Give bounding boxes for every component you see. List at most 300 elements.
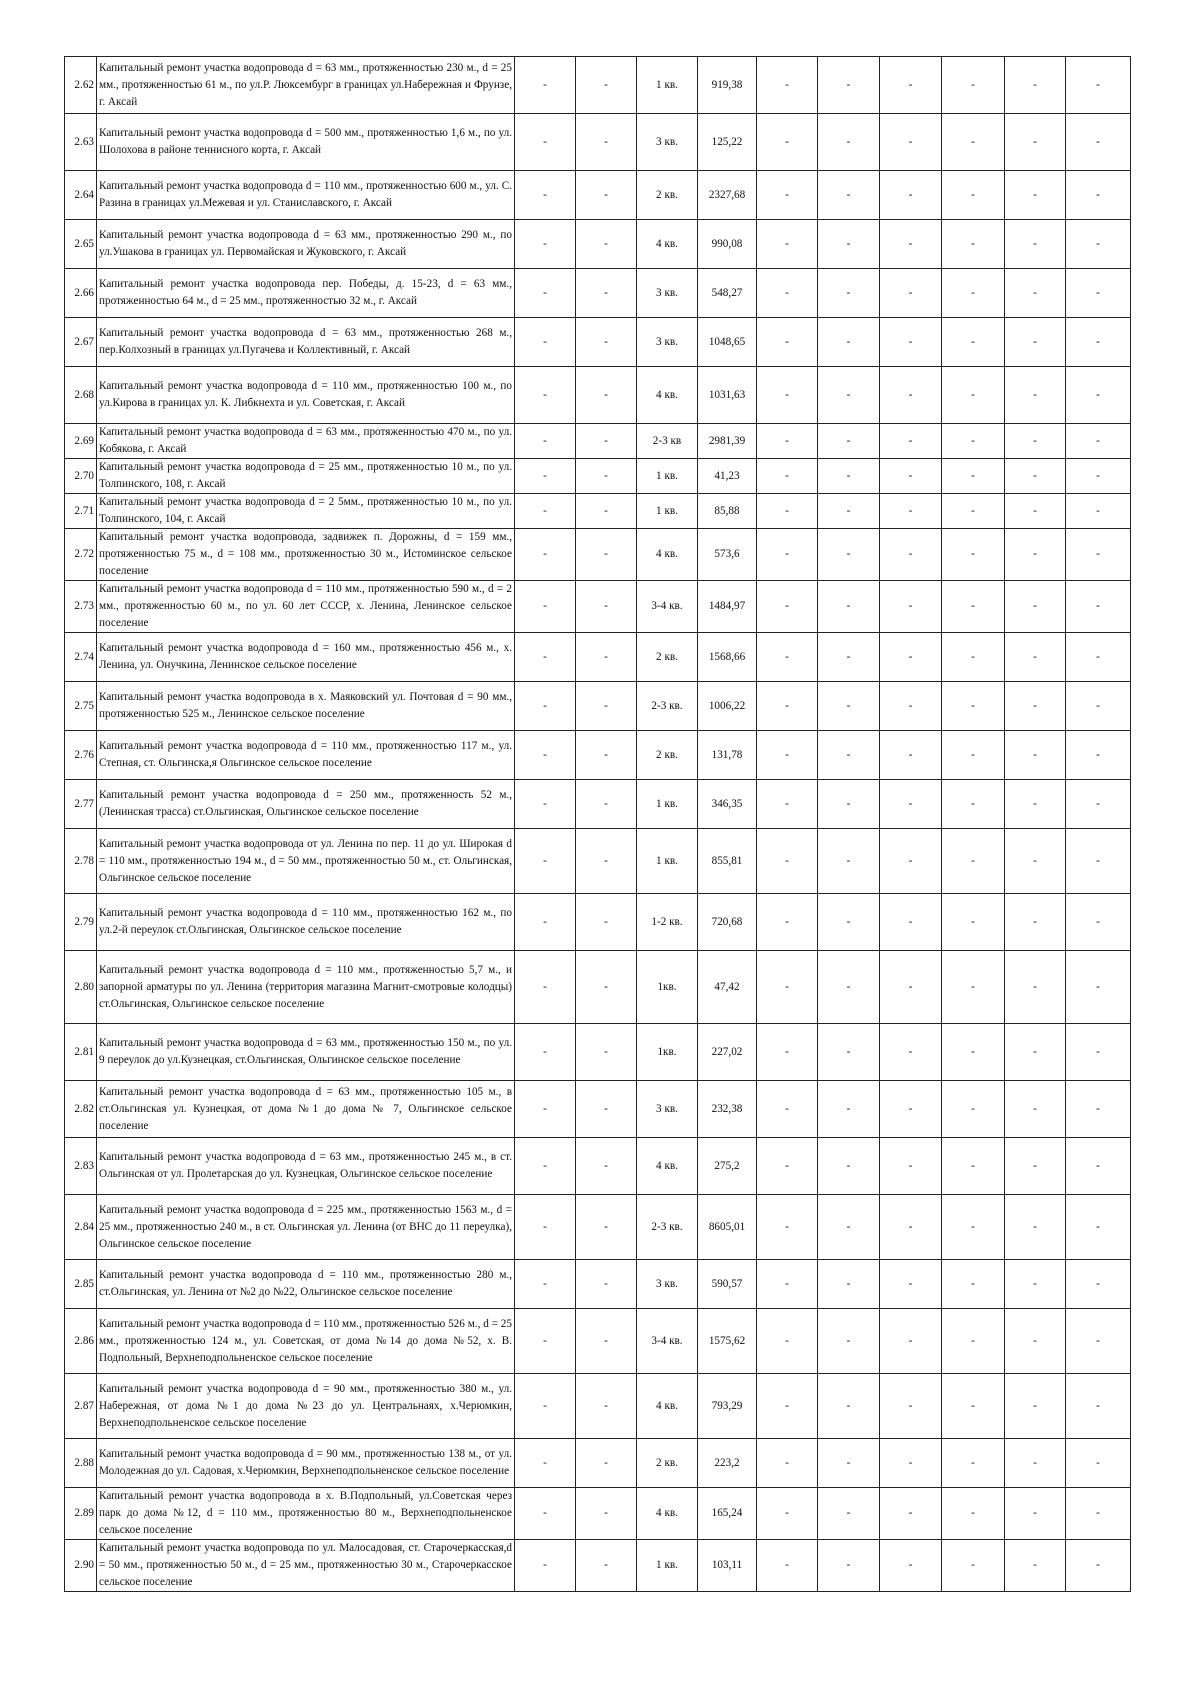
work-description: Капитальный ремонт участка водопровода d = 63 мм., протяженностью 150 м., по ул. 9 переулок до ул.Кузнецкая, ст.Ольгинская, Ольгинское сельское поселение: [97, 1024, 515, 1081]
value-cell: -: [942, 1439, 1005, 1488]
value-cell: -: [576, 1260, 637, 1309]
value-cell: -: [942, 114, 1005, 171]
work-description: Капитальный ремонт участка водопровода d = 63 мм., протяженностью 470 м., по ул. Кобякова, г. Аксай: [97, 424, 515, 459]
row-number: 2.68: [65, 367, 97, 424]
works-table: [64, 56, 1131, 1592]
row-number: 2.82: [65, 1081, 97, 1138]
value-cell: -: [942, 1195, 1005, 1260]
quarter-cell: 3 кв.: [637, 1081, 698, 1138]
value-cell: -: [576, 1439, 637, 1488]
value-cell: -: [576, 57, 637, 114]
value-cell: -: [880, 1195, 942, 1260]
table-row: [65, 529, 1131, 581]
row-number: 2.86: [65, 1309, 97, 1374]
value-cell: -: [818, 529, 880, 581]
value-cell: -: [1066, 1488, 1131, 1540]
value-cell: -: [515, 318, 576, 367]
table-row: [65, 1260, 1131, 1309]
value-cell: -: [818, 581, 880, 633]
value-cell: -: [880, 220, 942, 269]
amount-cell: 1568,66: [698, 633, 757, 682]
value-cell: -: [880, 424, 942, 459]
value-cell: -: [515, 1081, 576, 1138]
value-cell: -: [515, 951, 576, 1024]
amount-cell: 1575,62: [698, 1309, 757, 1374]
row-number: 2.62: [65, 57, 97, 114]
amount-cell: 103,11: [698, 1540, 757, 1592]
amount-cell: 573,6: [698, 529, 757, 581]
value-cell: -: [880, 633, 942, 682]
table-row: [65, 220, 1131, 269]
value-cell: -: [515, 1195, 576, 1260]
value-cell: -: [942, 1081, 1005, 1138]
value-cell: -: [880, 494, 942, 529]
work-description: Капитальный ремонт участка водопровода d = 110 мм., протяженностью 526 м., d = 25 мм., протяженностью 124 м., ул. Советская, от дома №14 до дома №52, х. В. Подпольный, Верхнеподпольненское сельское поселение: [97, 1309, 515, 1374]
value-cell: -: [818, 682, 880, 731]
value-cell: -: [576, 220, 637, 269]
table-row: [65, 269, 1131, 318]
value-cell: -: [515, 1439, 576, 1488]
quarter-cell: 3 кв.: [637, 114, 698, 171]
value-cell: -: [576, 1081, 637, 1138]
value-cell: -: [818, 951, 880, 1024]
value-cell: -: [1005, 1081, 1066, 1138]
value-cell: -: [818, 1024, 880, 1081]
amount-cell: 232,38: [698, 1081, 757, 1138]
work-description: Капитальный ремонт участка водопровода, задвижек п. Дорожны, d = 159 мм., протяженностью 75 м., d = 108 мм., протяженностью 30 м., Истоминское сельское поселение: [97, 529, 515, 581]
amount-cell: 1048,65: [698, 318, 757, 367]
value-cell: -: [515, 1138, 576, 1195]
value-cell: -: [576, 682, 637, 731]
value-cell: -: [1005, 682, 1066, 731]
quarter-cell: 1-2 кв.: [637, 894, 698, 951]
row-number: 2.71: [65, 494, 97, 529]
row-number: 2.74: [65, 633, 97, 682]
quarter-cell: 1 кв.: [637, 780, 698, 829]
value-cell: -: [880, 57, 942, 114]
row-number: 2.90: [65, 1540, 97, 1592]
value-cell: -: [515, 220, 576, 269]
row-number: 2.85: [65, 1260, 97, 1309]
amount-cell: 8605,01: [698, 1195, 757, 1260]
row-number: 2.66: [65, 269, 97, 318]
value-cell: -: [576, 1540, 637, 1592]
value-cell: -: [757, 459, 818, 494]
value-cell: -: [576, 894, 637, 951]
amount-cell: 793,29: [698, 1374, 757, 1439]
value-cell: -: [576, 318, 637, 367]
value-cell: -: [880, 1081, 942, 1138]
work-description: Капитальный ремонт участка водопровода d = 2 5мм., протяженностью 10 м., по ул. Толпинского, 104, г. Аксай: [97, 494, 515, 529]
row-number: 2.75: [65, 682, 97, 731]
value-cell: -: [1005, 1138, 1066, 1195]
row-number: 2.76: [65, 731, 97, 780]
value-cell: -: [1005, 1024, 1066, 1081]
value-cell: -: [515, 894, 576, 951]
work-description: Капитальный ремонт участка водопровода d = 63 мм., протяженностью 268 м., пер.Колхозный в границах ул.Пугачева и Коллективный, г. Аксай: [97, 318, 515, 367]
work-description: Капитальный ремонт участка водопровода d = 63 мм., протяженностью 105 м., в ст.Ольгинская ул. Кузнецкая, от дома №1 до дома № 7, Ольгинское сельское поселение: [97, 1081, 515, 1138]
row-number: 2.80: [65, 951, 97, 1024]
value-cell: -: [515, 682, 576, 731]
amount-cell: 990,08: [698, 220, 757, 269]
amount-cell: 41,23: [698, 459, 757, 494]
value-cell: -: [757, 951, 818, 1024]
value-cell: -: [757, 1024, 818, 1081]
value-cell: -: [818, 269, 880, 318]
quarter-cell: 1кв.: [637, 951, 698, 1024]
work-description: Капитальный ремонт участка водопровода d = 110 мм., протяженностью 100 м., по ул.Кирова в границах ул. К. Либкнехта и ул. Советская, г. Аксай: [97, 367, 515, 424]
value-cell: -: [1005, 1439, 1066, 1488]
value-cell: -: [515, 1260, 576, 1309]
quarter-cell: 2-3 кв.: [637, 682, 698, 731]
value-cell: -: [1066, 1195, 1131, 1260]
value-cell: -: [880, 114, 942, 171]
work-description: Капитальный ремонт участка водопровода d = 110 мм., протяженностью 117 м., ул. Степная, ст. Ольгинска,я Ольгинское сельское поселение: [97, 731, 515, 780]
value-cell: -: [1005, 494, 1066, 529]
table-row: [65, 581, 1131, 633]
row-number: 2.69: [65, 424, 97, 459]
amount-cell: 919,38: [698, 57, 757, 114]
value-cell: -: [818, 494, 880, 529]
value-cell: -: [757, 780, 818, 829]
value-cell: -: [818, 780, 880, 829]
value-cell: -: [1005, 57, 1066, 114]
value-cell: -: [515, 367, 576, 424]
value-cell: -: [515, 780, 576, 829]
value-cell: -: [1066, 1024, 1131, 1081]
row-number: 2.77: [65, 780, 97, 829]
value-cell: -: [1005, 459, 1066, 494]
value-cell: -: [942, 367, 1005, 424]
quarter-cell: 1 кв.: [637, 57, 698, 114]
value-cell: -: [757, 424, 818, 459]
quarter-cell: 3-4 кв.: [637, 581, 698, 633]
value-cell: -: [942, 459, 1005, 494]
value-cell: -: [757, 1309, 818, 1374]
quarter-cell: 2-3 кв: [637, 424, 698, 459]
amount-cell: 855,81: [698, 829, 757, 894]
work-description: Капитальный ремонт участка водопровода d = 110 мм., протяженностью 280 м., ст.Ольгинская, ул. Ленина от №2 до №22, Ольгинское сельское поселение: [97, 1260, 515, 1309]
value-cell: -: [818, 424, 880, 459]
amount-cell: 2327,68: [698, 171, 757, 220]
value-cell: -: [880, 459, 942, 494]
value-cell: -: [1066, 894, 1131, 951]
value-cell: -: [880, 1540, 942, 1592]
value-cell: -: [757, 581, 818, 633]
work-description: Капитальный ремонт участка водопровода d = 90 мм., протяженностью 380 м., ул. Набережная, от дома №1 до дома №23 до ул. Центральнаях, х.Черюмкин, Верхнеподпольненское сельское поселение: [97, 1374, 515, 1439]
value-cell: -: [818, 367, 880, 424]
value-cell: -: [1005, 731, 1066, 780]
table-row: [65, 171, 1131, 220]
quarter-cell: 3 кв.: [637, 269, 698, 318]
value-cell: -: [757, 367, 818, 424]
value-cell: -: [880, 1024, 942, 1081]
table-row: [65, 1081, 1131, 1138]
value-cell: -: [576, 1195, 637, 1260]
value-cell: -: [942, 1138, 1005, 1195]
value-cell: -: [880, 731, 942, 780]
work-description: Капитальный ремонт участка водопровода d = 25 мм., протяженностью 10 м., по ул. Толпинского, 108, г. Аксай: [97, 459, 515, 494]
value-cell: -: [942, 424, 1005, 459]
value-cell: -: [880, 171, 942, 220]
work-description: Капитальный ремонт участка водопровода d = 500 мм., протяженностью 1,6 м., по ул. Шолохова в районе теннисного корта, г. Аксай: [97, 114, 515, 171]
row-number: 2.70: [65, 459, 97, 494]
table-row: [65, 1374, 1131, 1439]
value-cell: -: [942, 494, 1005, 529]
value-cell: -: [1005, 171, 1066, 220]
value-cell: -: [818, 1540, 880, 1592]
value-cell: -: [942, 731, 1005, 780]
value-cell: -: [818, 1138, 880, 1195]
value-cell: -: [757, 114, 818, 171]
value-cell: -: [1066, 171, 1131, 220]
value-cell: -: [1005, 1260, 1066, 1309]
value-cell: -: [1066, 1374, 1131, 1439]
value-cell: -: [757, 1540, 818, 1592]
value-cell: -: [576, 1138, 637, 1195]
value-cell: -: [576, 829, 637, 894]
value-cell: -: [576, 459, 637, 494]
value-cell: -: [1066, 780, 1131, 829]
value-cell: -: [942, 171, 1005, 220]
value-cell: -: [880, 269, 942, 318]
value-cell: -: [1005, 633, 1066, 682]
quarter-cell: 4 кв.: [637, 529, 698, 581]
value-cell: -: [1005, 367, 1066, 424]
value-cell: -: [1066, 1439, 1131, 1488]
value-cell: -: [818, 829, 880, 894]
value-cell: -: [880, 1260, 942, 1309]
value-cell: -: [942, 951, 1005, 1024]
value-cell: -: [1005, 951, 1066, 1024]
value-cell: -: [1005, 269, 1066, 318]
value-cell: -: [757, 171, 818, 220]
value-cell: -: [757, 269, 818, 318]
work-description: Капитальный ремонт участка водопровода d = 63 мм., протяженностью 290 м., по ул.Ушакова в границах ул. Первомайская и Жуковского, г. Аксай: [97, 220, 515, 269]
work-description: Капитальный ремонт участка водопровода d = 250 мм., протяженность 52 м., (Ленинская трасса) ст.Ольгинская, Ольгинское сельское поселение: [97, 780, 515, 829]
row-number: 2.81: [65, 1024, 97, 1081]
value-cell: -: [515, 57, 576, 114]
value-cell: -: [1066, 424, 1131, 459]
value-cell: -: [818, 57, 880, 114]
value-cell: -: [880, 581, 942, 633]
value-cell: -: [757, 894, 818, 951]
value-cell: -: [818, 1374, 880, 1439]
value-cell: -: [576, 731, 637, 780]
work-description: Капитальный ремонт участка водопровода d = 90 мм., протяженностью 138 м., от ул. Молодежная до ул. Садовая, х.Черюмкин, Верхнеподпольненское сельское поселение: [97, 1439, 515, 1488]
value-cell: -: [576, 581, 637, 633]
value-cell: -: [1066, 951, 1131, 1024]
value-cell: -: [880, 1309, 942, 1374]
table-row: [65, 780, 1131, 829]
value-cell: -: [880, 529, 942, 581]
value-cell: -: [757, 829, 818, 894]
quarter-cell: 3-4 кв.: [637, 1309, 698, 1374]
work-description: Капитальный ремонт участка водопровода d = 110 мм., протяженностью 600 м., ул. С. Разина в границах ул.Межевая и ул. Станиславского, г. Аксай: [97, 171, 515, 220]
value-cell: -: [942, 1540, 1005, 1592]
work-description: Капитальный ремонт участка водопровода в х. Маяковский ул. Почтовая d = 90 мм., протяженностью 525 м., Ленинское сельское поселение: [97, 682, 515, 731]
table-row: [65, 1138, 1131, 1195]
table-row: [65, 459, 1131, 494]
row-number: 2.89: [65, 1488, 97, 1540]
amount-cell: 1484,97: [698, 581, 757, 633]
row-number: 2.67: [65, 318, 97, 367]
value-cell: -: [880, 367, 942, 424]
value-cell: -: [942, 682, 1005, 731]
value-cell: -: [1066, 1138, 1131, 1195]
value-cell: -: [818, 220, 880, 269]
value-cell: -: [1005, 1540, 1066, 1592]
row-number: 2.83: [65, 1138, 97, 1195]
value-cell: -: [818, 731, 880, 780]
table-row: [65, 1540, 1131, 1592]
table-row: [65, 829, 1131, 894]
value-cell: -: [1005, 1374, 1066, 1439]
value-cell: -: [880, 1138, 942, 1195]
value-cell: -: [818, 1488, 880, 1540]
amount-cell: 275,2: [698, 1138, 757, 1195]
quarter-cell: 4 кв.: [637, 1138, 698, 1195]
quarter-cell: 3 кв.: [637, 1260, 698, 1309]
value-cell: -: [1066, 829, 1131, 894]
table-row: [65, 1024, 1131, 1081]
value-cell: -: [757, 1260, 818, 1309]
amount-cell: 131,78: [698, 731, 757, 780]
table-row: [65, 367, 1131, 424]
value-cell: -: [1066, 459, 1131, 494]
amount-cell: 346,35: [698, 780, 757, 829]
work-description: Капитальный ремонт участка водопровода d = 110 мм., протяженностью 590 м., d = 2 мм., протяженностью 60 м., по ул. 60 лет СССР, х. Ленина, Ленинское сельское поселение: [97, 581, 515, 633]
quarter-cell: 4 кв.: [637, 367, 698, 424]
amount-cell: 720,68: [698, 894, 757, 951]
quarter-cell: 2 кв.: [637, 1439, 698, 1488]
quarter-cell: 1кв.: [637, 1024, 698, 1081]
quarter-cell: 4 кв.: [637, 1488, 698, 1540]
row-number: 2.65: [65, 220, 97, 269]
value-cell: -: [942, 318, 1005, 367]
work-description: Капитальный ремонт участка водопровода d = 63 мм., протяженностью 245 м., в ст. Ольгинская от ул. Пролетарская до ул. Кузнецкая, Ольгинское сельское поселение: [97, 1138, 515, 1195]
value-cell: -: [942, 529, 1005, 581]
quarter-cell: 4 кв.: [637, 220, 698, 269]
value-cell: -: [515, 1540, 576, 1592]
value-cell: -: [1005, 318, 1066, 367]
work-description: Капитальный ремонт участка водопровода пер. Победы, д. 15-23, d = 63 мм., протяженностью 64 м., d = 25 мм., протяженностью 32 м., г. Аксай: [97, 269, 515, 318]
value-cell: -: [880, 1374, 942, 1439]
row-number: 2.72: [65, 529, 97, 581]
amount-cell: 590,57: [698, 1260, 757, 1309]
value-cell: -: [1005, 1488, 1066, 1540]
quarter-cell: 1 кв.: [637, 1540, 698, 1592]
work-description: Капитальный ремонт участка водопровода d = 160 мм., протяженностью 456 м., х. Ленина, ул. Онучкина, Ленинское сельское поселение: [97, 633, 515, 682]
row-number: 2.64: [65, 171, 97, 220]
quarter-cell: 1 кв.: [637, 459, 698, 494]
value-cell: -: [1066, 114, 1131, 171]
row-number: 2.79: [65, 894, 97, 951]
amount-cell: 125,22: [698, 114, 757, 171]
value-cell: -: [880, 318, 942, 367]
value-cell: -: [757, 1374, 818, 1439]
value-cell: -: [818, 1439, 880, 1488]
table-row: [65, 1439, 1131, 1488]
value-cell: -: [1066, 1540, 1131, 1592]
value-cell: -: [1005, 1195, 1066, 1260]
table-row: [65, 894, 1131, 951]
value-cell: -: [1066, 57, 1131, 114]
value-cell: -: [576, 1374, 637, 1439]
table-row: [65, 1195, 1131, 1260]
value-cell: -: [942, 894, 1005, 951]
value-cell: -: [576, 780, 637, 829]
value-cell: -: [576, 171, 637, 220]
row-number: 2.78: [65, 829, 97, 894]
value-cell: -: [1066, 269, 1131, 318]
value-cell: -: [1005, 581, 1066, 633]
quarter-cell: 1 кв.: [637, 829, 698, 894]
value-cell: -: [757, 1081, 818, 1138]
quarter-cell: 4 кв.: [637, 1374, 698, 1439]
table-body: [65, 57, 1131, 1592]
value-cell: -: [757, 682, 818, 731]
value-cell: -: [515, 1374, 576, 1439]
value-cell: -: [1066, 1260, 1131, 1309]
value-cell: -: [818, 1260, 880, 1309]
value-cell: -: [818, 1081, 880, 1138]
amount-cell: 548,27: [698, 269, 757, 318]
value-cell: -: [1005, 1309, 1066, 1374]
amount-cell: 223,2: [698, 1439, 757, 1488]
row-number: 2.73: [65, 581, 97, 633]
work-description: Капитальный ремонт участка водопровода d = 110 мм., протяженностью 5,7 м., и запорной арматуры по ул. Ленина (территория магазина Магнит-смотровые колодцы) ст.Ольгинская, Ольгинское сельское поселение: [97, 951, 515, 1024]
value-cell: -: [576, 1488, 637, 1540]
quarter-cell: 2-3 кв.: [637, 1195, 698, 1260]
value-cell: -: [757, 318, 818, 367]
value-cell: -: [942, 1024, 1005, 1081]
value-cell: -: [942, 1309, 1005, 1374]
value-cell: -: [1005, 114, 1066, 171]
value-cell: -: [942, 829, 1005, 894]
value-cell: -: [757, 1488, 818, 1540]
value-cell: -: [818, 1195, 880, 1260]
value-cell: -: [757, 1439, 818, 1488]
value-cell: -: [515, 581, 576, 633]
amount-cell: 85,88: [698, 494, 757, 529]
value-cell: -: [757, 529, 818, 581]
value-cell: -: [515, 529, 576, 581]
work-description: Капитальный ремонт участка водопровода d = 63 мм., протяженностью 230 м., d = 25 мм., протяженностью 61 м., по ул.Р. Люксембург в границах ул.Набережная и Фрунзе, г. Аксай: [97, 57, 515, 114]
value-cell: -: [1066, 220, 1131, 269]
value-cell: -: [576, 424, 637, 459]
value-cell: -: [1005, 424, 1066, 459]
amount-cell: 1006,22: [698, 682, 757, 731]
value-cell: -: [942, 633, 1005, 682]
value-cell: -: [515, 494, 576, 529]
table-row: [65, 633, 1131, 682]
value-cell: -: [1005, 780, 1066, 829]
value-cell: -: [515, 424, 576, 459]
value-cell: -: [1005, 529, 1066, 581]
work-description: Капитальный ремонт участка водопровода по ул. Малосадовая, ст. Старочеркасская,d = 50 мм., протяженностью 50 м., d = 25 мм., протяженностью 30 м., Старочеркасское сельское поселение: [97, 1540, 515, 1592]
value-cell: -: [880, 829, 942, 894]
value-cell: -: [515, 731, 576, 780]
work-description: Капитальный ремонт участка водопровода d = 225 мм., протяженностью 1563 м., d = 25 мм., протяженностью 240 м., в ст. Ольгинская ул. Ленина (от ВНС до 11 переулка), Ольгинское сельское поселение: [97, 1195, 515, 1260]
value-cell: -: [1005, 220, 1066, 269]
value-cell: -: [1066, 318, 1131, 367]
value-cell: -: [942, 1488, 1005, 1540]
value-cell: -: [1066, 581, 1131, 633]
value-cell: -: [757, 731, 818, 780]
table-row: [65, 494, 1131, 529]
table-row: [65, 1488, 1131, 1540]
